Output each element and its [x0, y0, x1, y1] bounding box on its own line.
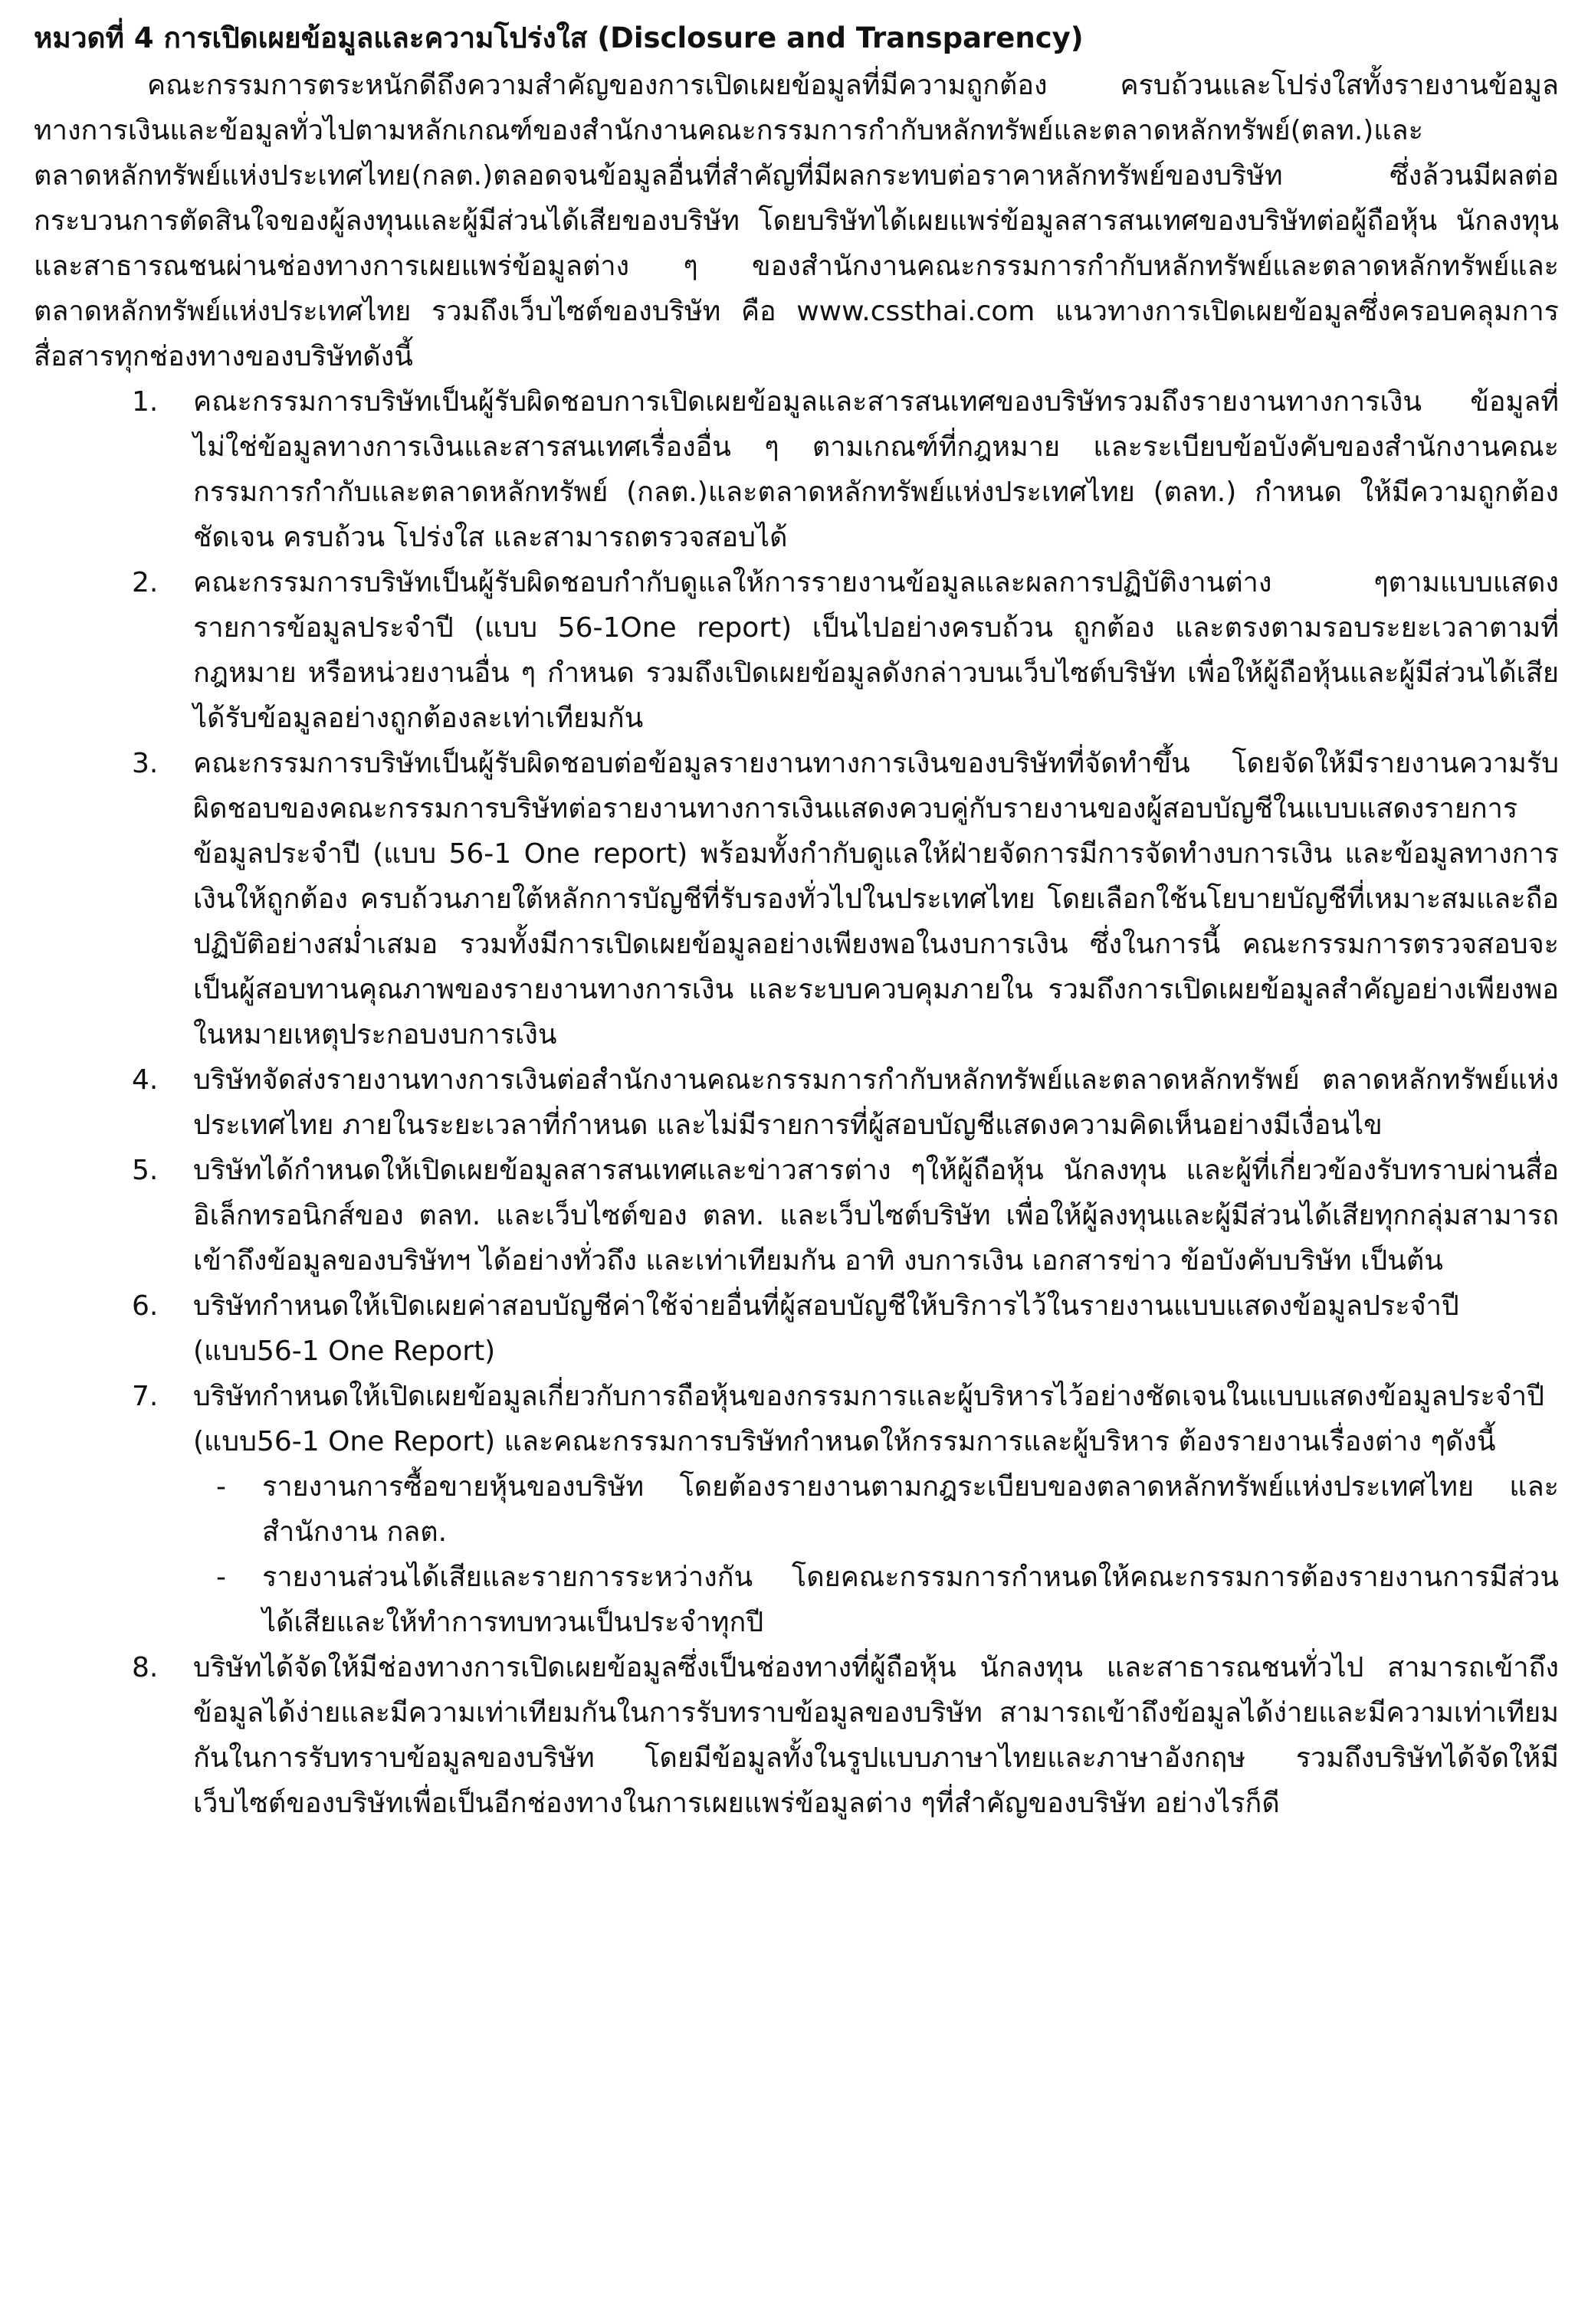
item-text: คณะกรรมการบริษัทเป็นผู้รับผิดชอบการเปิดเผยข้อมูลและสารสนเทศของบริษัทรวมถึงรายงานทางการเงิน ข้อมูลที่ไม่ใช่ข้อมูลทางการเงินและสารสนเทศเรื่องอื่น ๆ ตามเกณฑ์ที่กฎหมาย และระเบียบข้อบังคับของสำนักงานคณะกรรมการกำกับและตลาดหลักทรัพย์ (กลต.)และตลาดหลักทรัพย์แห่งประเทศไทย (ตลท.) กำหนด ให้มีความถูกต้อง ชัดเจน ครบถ้วน โปร่งใส และสามารถตรวจสอบได้ [193, 386, 1559, 553]
list-item [34, 1374, 1559, 1645]
item-text: คณะกรรมการบริษัทเป็นผู้รับผิดชอบกำกับดูแลให้การรายงานข้อมูลและผลการปฏิบัติงานต่าง ๆตามแบบแสดงรายการข้อมูลประจำปี (แบบ 56-1One report) เป็นไปอย่างครบถ้วน ถูกต้อง และตรงตามรอบระยะเวลาตามที่กฎหมาย หรือหน่วยงานอื่น ๆ กำหนด รวมถึงเปิดเผยข้อมูลดังกล่าวบนเว็บไซต์บริษัท เพื่อให้ผู้ถือหุ้นและผู้มีส่วนได้เสียได้รับข้อมูลอย่างถูกต้องละเท่าเทียมกัน [193, 567, 1559, 734]
list-item [34, 1645, 1559, 1826]
sub-item-text: รายงานส่วนได้เสียและรายการระหว่างกัน โดยคณะกรรมการกำหนดให้คณะกรรมการต้องรายงานการมีส่วนได้เสียและให้ทำการทบทวนเป็นประจำทุกปี [262, 1562, 1559, 1638]
list-item [34, 1283, 1559, 1374]
list-item [34, 1148, 1559, 1283]
item-number: 5. [132, 1155, 159, 1186]
item-number: 3. [132, 748, 159, 779]
dash-marker: - [216, 1562, 226, 1593]
sub-list-item [193, 1555, 1559, 1645]
item-number: 7. [132, 1381, 159, 1412]
list-item [34, 560, 1559, 741]
list-item [34, 379, 1559, 560]
sub-list [193, 1464, 1559, 1645]
disclosure-list [34, 379, 1559, 1826]
item-text: บริษัทได้กำหนดให้เปิดเผยข้อมูลสารสนเทศและข่าวสารต่าง ๆให้ผู้ถือหุ้น นักลงทุน และผู้ที่เกี่ยวข้องรับทราบผ่านสื่ออิเล็กทรอนิกส์ของ ตลท. และเว็บไซต์ของ ตลท. และเว็บไซต์บริษัท เพื่อให้ผู้ลงทุนและผู้มีส่วนได้เสียทุกกลุ่มสามารถเข้าถึงข้อมูลของบริษัทฯ ได้อย่างทั่วถึง และเท่าเทียมกัน อาทิ งบการเงิน เอกสารข่าว ข้อบังคับบริษัท เป็นต้น [193, 1155, 1559, 1277]
document-page [34, 14, 1559, 1826]
list-item [34, 1057, 1559, 1148]
list-item [34, 741, 1559, 1057]
item-number: 6. [132, 1290, 159, 1322]
item-number: 4. [132, 1064, 159, 1096]
intro-paragraph: คณะกรรมการตระหนักดีถึงความสำคัญของการเปิดเผยข้อมูลที่มีความถูกต้อง ครบถ้วนและโปร่งใสทั้งรายงานข้อมูลทางการเงินและข้อมูลทั่วไปตามหลักเกณฑ์ของสำนักงานคณะกรรมการกำกับหลักทรัพย์และตลาดหลักทรัพย์(ตลท.)และตลาดหลักทรัพย์แห่งประเทศไทย(กลต.)ตลอดจนข้อมูลอื่นที่สำคัญที่มีผลกระทบต่อราคาหลักทรัพย์ของบริษัท ซึ่งล้วนมีผลต่อกระบวนการตัดสินใจของผู้ลงทุนและผู้มีส่วนได้เสียของบริษัท โดยบริษัทได้เผยแพร่ข้อมูลสารสนเทศของบริษัทต่อผู้ถือหุ้น นักลงทุนและสาธารณชนผ่านช่องทางการเผยแพร่ข้อมูลต่าง ๆ ของสำนักงานคณะกรรมการกำกับหลักทรัพย์และตลาดหลักทรัพย์และตลาดหลักทรัพย์แห่งประเทศไทย รวมถึงเว็บไซต์ของบริษัท คือ www.cssthai.com แนวทางการเปิดเผยข้อมูลซึ่งครอบคลุมการสื่อสารทุกช่องทางของบริษัทดังนี้ [34, 70, 1559, 372]
item-text: บริษัทจัดส่งรายงานทางการเงินต่อสำนักงานคณะกรรมการกำกับหลักทรัพย์และตลาดหลักทรัพย์ ตลาดหลักทรัพย์แห่งประเทศไทย ภายในระยะเวลาที่กำหนด และไม่มีรายการที่ผู้สอบบัญชีแสดงความคิดเห็นอย่างมีเงื่อนไข [193, 1064, 1559, 1141]
sub-list-item [193, 1464, 1559, 1555]
section-heading: หมวดที่ 4 การเปิดเผยข้อมูลและความโปร่งใส (Disclosure and Transparency) [34, 21, 1084, 54]
item-number: 8. [132, 1652, 159, 1683]
dash-marker: - [216, 1471, 226, 1503]
item-text: บริษัทกำหนดให้เปิดเผยข้อมูลเกี่ยวกับการถือหุ้นของกรรมการและผู้บริหารไว้อย่างชัดเจนในแบบแสดงข้อมูลประจำปี (แบบ56-1 One Report) และคณะกรรมการบริษัทกำหนดให้กรรมการและผู้บริหาร ต้องรายงานเรื่องต่าง ๆดังนี้ [193, 1381, 1544, 1457]
item-number: 2. [132, 567, 159, 598]
item-number: 1. [132, 386, 159, 418]
item-text: คณะกรรมการบริษัทเป็นผู้รับผิดชอบต่อข้อมูลรายงานทางการเงินของบริษัทที่จัดทำขึ้น โดยจัดให้มีรายงานความรับผิดชอบของคณะกรรมการบริษัทต่อรายงานทางการเงินแสดงควบคู่กับรายงานของผู้สอบบัญชีในแบบแสดงรายการข้อมูลประจำปี (แบบ 56-1 One report) พร้อมทั้งกำกับดูแลให้ฝ่ายจัดการมีการจัดทำงบการเงิน และข้อมูลทางการเงินให้ถูกต้อง ครบถ้วนภายใต้หลักการบัญชีที่รับรองทั่วไปในประเทศไทย โดยเลือกใช้นโยบายบัญชีที่เหมาะสมและถือปฏิบัติอย่างสม่ำเสมอ รวมทั้งมีการเปิดเผยข้อมูลอย่างเพียงพอในงบการเงิน ซึ่งในการนี้ คณะกรรมการตรวจสอบจะเป็นผู้สอบทานคุณภาพของรายงานทางการเงิน และระบบควบคุมภายใน รวมถึงการเปิดเผยข้อมูลสำคัญอย่างเพียงพอในหมายเหตุประกอบงบการเงิน [193, 748, 1559, 1051]
item-text: บริษัทกำหนดให้เปิดเผยค่าสอบบัญชีค่าใช้จ่ายอื่นที่ผู้สอบบัญชีให้บริการไว้ในรายงานแบบแสดงข้อมูลประจำปี (แบบ56-1 One Report) [193, 1290, 1459, 1367]
item-text: บริษัทได้จัดให้มีช่องทางการเปิดเผยข้อมูลซึ่งเป็นช่องทางที่ผู้ถือหุ้น นักลงทุน และสาธารณชนทั่วไป สามารถเข้าถึงข้อมูลได้ง่ายและมีความเท่าเทียมกันในการรับทราบข้อมูลของบริษัท สามารถเข้าถึงข้อมูลได้ง่ายและมีความเท่าเทียมกันในการรับทราบข้อมูลของบริษัท โดยมีข้อมูลทั้งในรูปแบบภาษาไทยและภาษาอังกฤษ รวมถึงบริษัทได้จัดให้มีเว็บไซต์ของบริษัทเพื่อเป็นอีกช่องทางในการเผยแพร่ข้อมูลต่าง ๆที่สำคัญของบริษัท อย่างไรก็ดี [193, 1652, 1559, 1819]
sub-item-text: รายงานการซื้อขายหุ้นของบริษัท โดยต้องรายงานตามกฎระเบียบของตลาดหลักทรัพย์แห่งประเทศไทย และสำนักงาน กลต. [262, 1471, 1559, 1548]
